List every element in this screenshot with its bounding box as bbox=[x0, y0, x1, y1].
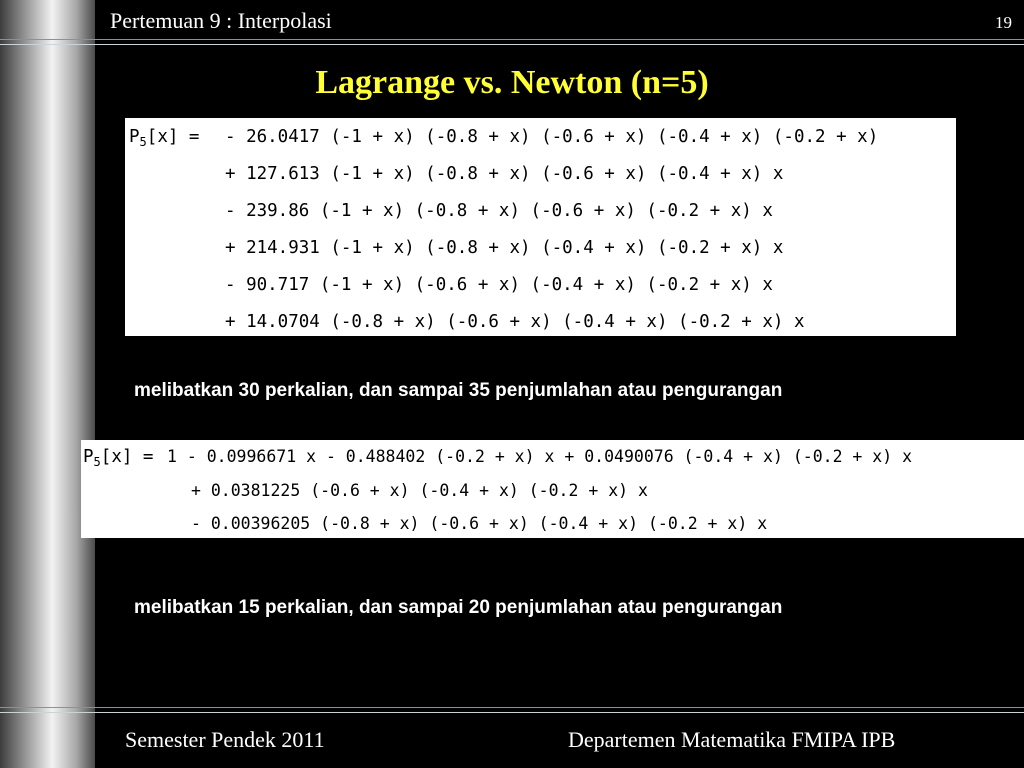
newton-line: - 0.00396205 (-0.8 + x) (-0.6 + x) (-0.4 + x) (-0.2 + x) x bbox=[191, 514, 768, 533]
lagrange-lhs-subscript: 5 bbox=[139, 135, 147, 149]
footer-rule-secondary bbox=[0, 712, 1024, 713]
lagrange-line: + 214.931 (-1 + x) (-0.8 + x) (-0.4 + x) (-0.2 + x) x bbox=[225, 238, 784, 258]
lagrange-line: - 90.717 (-1 + x) (-0.6 + x) (-0.4 + x) (-0.2 + x) x bbox=[225, 275, 773, 295]
lagrange-note: melibatkan 30 perkalian, dan sampai 35 penjumlahan atau pengurangan bbox=[134, 380, 783, 401]
newton-formula-box bbox=[81, 440, 1024, 538]
newton-lhs-rest: [x] = bbox=[100, 447, 164, 467]
header-rule bbox=[0, 39, 1024, 40]
lagrange-line: + 127.613 (-1 + x) (-0.8 + x) (-0.6 + x) (-0.4 + x) x bbox=[225, 164, 784, 184]
newton-line: 1 - 0.0996671 x - 0.488402 (-0.2 + x) x + 0.0490076 (-0.4 + x) (-0.2 + x) x bbox=[167, 447, 913, 466]
footer-rule bbox=[0, 707, 1024, 708]
slide-number: 19 bbox=[995, 13, 1012, 32]
lagrange-line: + 14.0704 (-0.8 + x) (-0.6 + x) (-0.4 + x) (-0.2 + x) x bbox=[225, 312, 805, 332]
lagrange-line: - 239.86 (-1 + x) (-0.8 + x) (-0.6 + x) (-0.2 + x) x bbox=[225, 201, 773, 221]
lagrange-lhs-rest: [x] = bbox=[146, 127, 210, 147]
newton-lhs bbox=[83, 446, 164, 473]
left-gradient-bar bbox=[0, 0, 95, 768]
slide-title: Lagrange vs. Newton (n=5) bbox=[315, 64, 709, 101]
newton-line: + 0.0381225 (-0.6 + x) (-0.4 + x) (-0.2 + x) x bbox=[191, 481, 648, 500]
footer-semester: Semester Pendek 2011 bbox=[125, 727, 325, 752]
lagrange-lhs bbox=[129, 126, 210, 153]
header-rule-secondary bbox=[0, 44, 1024, 45]
newton-lhs-symbol: P bbox=[83, 447, 94, 467]
lagrange-lhs-symbol: P bbox=[129, 127, 140, 147]
lagrange-line: - 26.0417 (-1 + x) (-0.8 + x) (-0.6 + x) (-0.4 + x) (-0.2 + x) bbox=[225, 127, 879, 147]
newton-lhs-subscript: 5 bbox=[93, 455, 101, 469]
footer-department: Departemen Matematika FMIPA IPB bbox=[568, 727, 896, 752]
header-title: Pertemuan 9 : Interpolasi bbox=[110, 8, 332, 33]
newton-note: melibatkan 15 perkalian, dan sampai 20 penjumlahan atau pengurangan bbox=[134, 597, 783, 618]
lagrange-formula-box bbox=[125, 118, 956, 336]
